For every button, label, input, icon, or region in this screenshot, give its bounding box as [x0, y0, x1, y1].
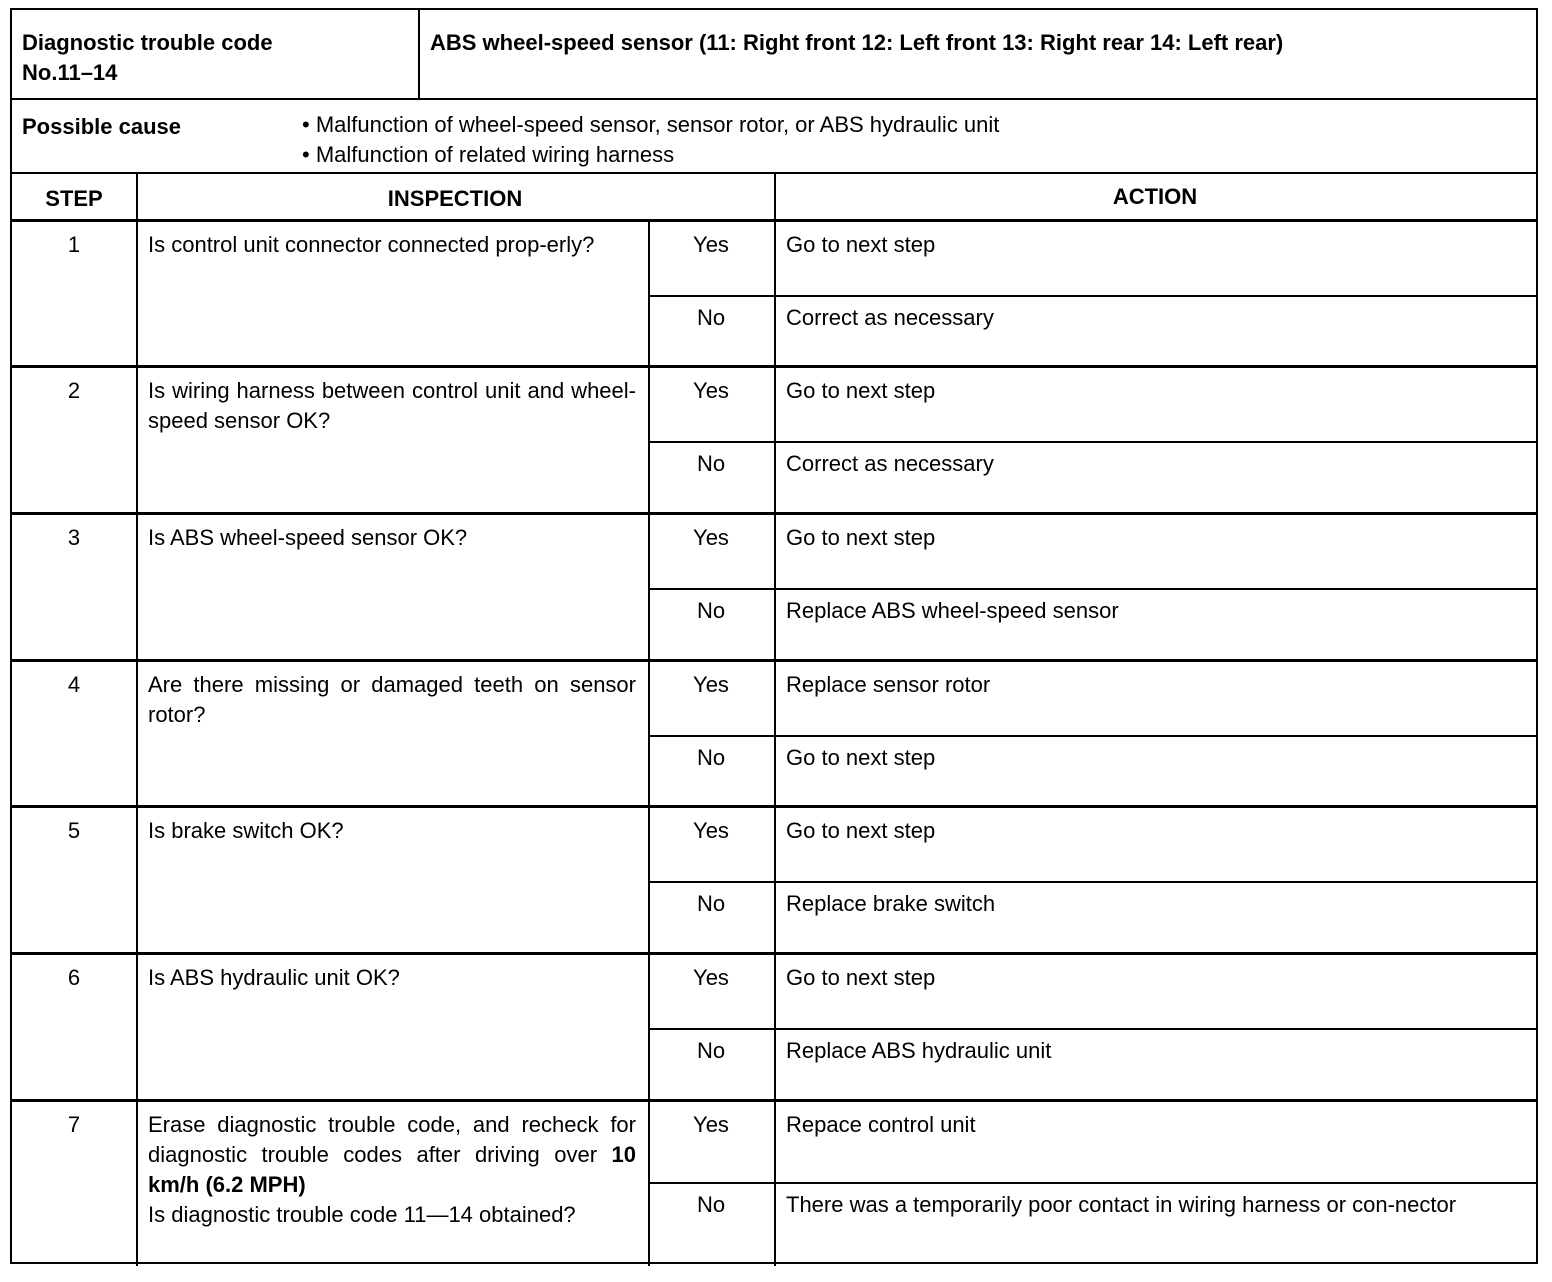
- action-yes: Repace control unit: [786, 1112, 976, 1137]
- row-divider: [12, 659, 1536, 662]
- action-yes: Go to next step: [786, 378, 936, 403]
- cause-item: • Malfunction of wheel-speed sensor, sensor rotor, or ABS hydraulic unit: [302, 112, 1000, 137]
- row-divider: [12, 365, 1536, 368]
- row-divider: [12, 805, 1536, 808]
- inspection-text: Is wiring harness between control unit and wheel-speed sensor OK?: [148, 378, 636, 433]
- answer-no-label: No: [696, 598, 726, 623]
- step-number: 3: [67, 525, 81, 550]
- inspection-question: Is diagnostic trouble code 11—14 obtained?: [148, 1202, 576, 1227]
- column-divider: [136, 174, 138, 1266]
- step-number: 4: [67, 672, 81, 697]
- answer-yes-label: Yes: [693, 672, 729, 697]
- inspection-text: [148, 1110, 636, 1230]
- inspection-text: Is brake switch OK?: [148, 818, 344, 843]
- inspection-table: [10, 172, 1538, 1264]
- answer-no-label: No: [696, 891, 726, 916]
- answer-divider: [648, 441, 1536, 443]
- code-number: No.11–14: [22, 60, 118, 85]
- answer-no-label: No: [696, 745, 726, 770]
- possible-cause-section: [10, 98, 1538, 174]
- answer-yes-label: Yes: [693, 1112, 729, 1137]
- row-divider: [12, 512, 1536, 515]
- action-yes: Go to next step: [786, 965, 936, 990]
- step-number: 5: [67, 818, 81, 843]
- action-yes: Go to next step: [786, 818, 936, 843]
- code-label: Diagnostic trouble code: [22, 30, 273, 55]
- step-number: 2: [67, 378, 81, 403]
- answer-yes-label: Yes: [693, 378, 729, 403]
- row-divider: [12, 1099, 1536, 1102]
- answer-yes-label: Yes: [693, 525, 729, 550]
- action-no: Replace brake switch: [786, 891, 996, 916]
- answer-yes-label: Yes: [693, 818, 729, 843]
- page-title: ABS wheel-speed sensor (11: Right front 12: Left front 13: Right rear 14: Left rear): [430, 30, 1284, 55]
- answer-divider: [648, 735, 1536, 737]
- header-divider: [12, 219, 1536, 222]
- answer-divider: [648, 295, 1536, 297]
- action-no: Correct as necessary: [786, 305, 994, 330]
- inspection-text: Are there missing or damaged teeth on sensor rotor?: [148, 672, 636, 727]
- answer-divider: [648, 1028, 1536, 1030]
- action-no: Go to next step: [786, 745, 936, 770]
- answer-no-label: No: [696, 1038, 726, 1063]
- inspection-text: Is ABS hydraulic unit OK?: [148, 965, 400, 990]
- action-yes: Go to next step: [786, 232, 936, 257]
- action-yes: Go to next step: [786, 525, 936, 550]
- inspection-part: Erase diagnostic trouble code, and recheck for diagnostic trouble codes after driving over: [148, 1112, 636, 1167]
- answer-divider: [648, 1182, 1536, 1184]
- answer-divider: [648, 588, 1536, 590]
- action-yes: Replace sensor rotor: [786, 672, 991, 697]
- answer-yes-label: Yes: [693, 232, 729, 257]
- answer-no-label: No: [696, 1192, 726, 1217]
- action-no: There was a temporarily poor contact in wiring harness or con-nector: [786, 1192, 1457, 1217]
- code-header-cell: [10, 8, 420, 100]
- header-step: STEP: [45, 186, 103, 211]
- answer-divider: [648, 881, 1536, 883]
- inspection-text: Is control unit connector connected prop-erly?: [148, 232, 595, 257]
- action-no: Replace ABS wheel-speed sensor: [786, 598, 1119, 623]
- header-inspection: INSPECTION: [387, 186, 523, 211]
- answer-yes-label: Yes: [693, 965, 729, 990]
- cause-item: • Malfunction of related wiring harness: [302, 142, 675, 167]
- answer-no-label: No: [696, 451, 726, 476]
- possible-cause-label: Possible cause: [22, 114, 181, 139]
- answer-no-label: No: [696, 305, 726, 330]
- inspection-speed: 10 km/h (6.2 MPH): [148, 1142, 636, 1197]
- step-number: 7: [67, 1112, 81, 1137]
- column-divider: [774, 174, 776, 1266]
- diagnostic-page: [10, 8, 1538, 1264]
- inspection-text: Is ABS wheel-speed sensor OK?: [148, 525, 468, 550]
- header-action: ACTION: [1112, 184, 1198, 209]
- title-header-cell: [418, 8, 1538, 100]
- step-number: 6: [67, 965, 81, 990]
- step-number: 1: [67, 232, 81, 257]
- action-no: Replace ABS hydraulic unit: [786, 1038, 1052, 1063]
- row-divider: [12, 952, 1536, 955]
- action-no: Correct as necessary: [786, 451, 994, 476]
